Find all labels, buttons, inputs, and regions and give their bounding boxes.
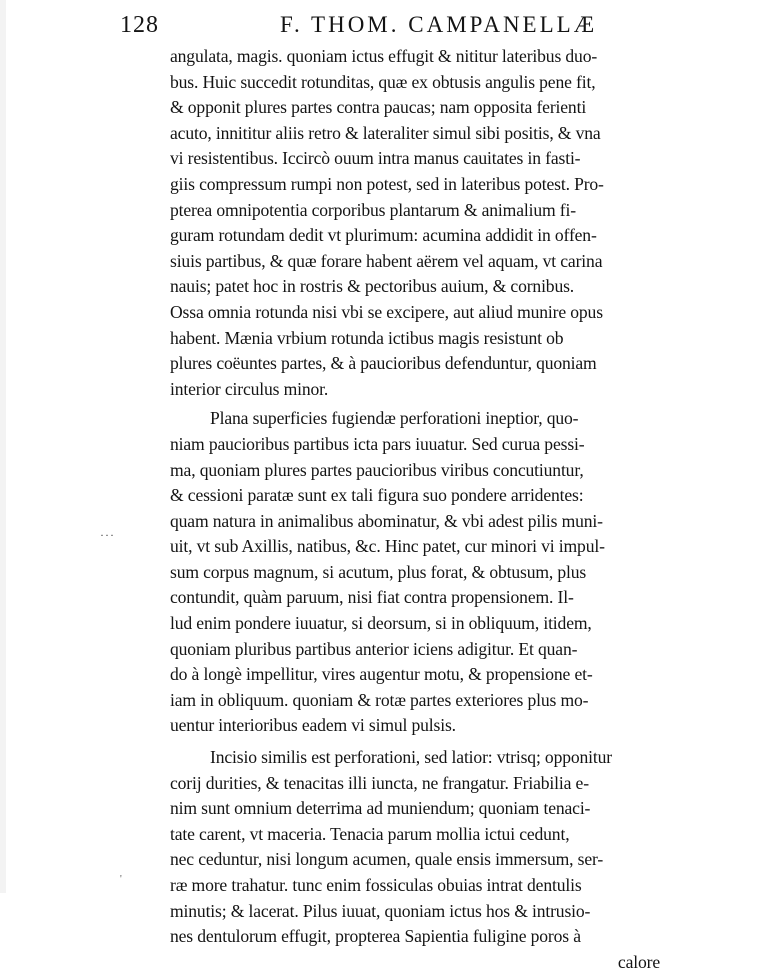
text-line: ma, quoniam plures partes paucioribus viribus concutiuntur, [170, 459, 584, 480]
body-text [170, 44, 660, 975]
text-line: lud enim pondere iuuatur, si deorsum, si in obliquum, itidem, [170, 613, 592, 634]
text-line: nes dentulorum effugit, propterea Sapientia fuligine poros à [170, 926, 581, 947]
text-line: iam in obliquum. quoniam & rotæ partes exteriores plus mo- [170, 689, 589, 710]
running-head: F. THOM. CAMPANELLÆ [280, 12, 598, 37]
text-line: guram rotundam dedit vt plurimum: acumina addidit in offen- [170, 225, 597, 246]
text-line: giis compressum rumpi non potest, sed in lateribus potest. Pro- [170, 173, 604, 194]
text-line: pterea omnipotentia corporibus plantarum & animalium fi- [170, 199, 576, 220]
text-line: & cessioni paratæ sunt ex tali figura suo pondere arridentes: [170, 485, 584, 506]
text-line: Plana superficies fugiendæ perforationi ineptior, quo- [210, 408, 579, 429]
text-line: uentur interioribus eadem vi simul pulsis. [170, 715, 456, 736]
text-line: ræ more trahatur. tunc enim fossiculas obuias intrat dentulis [170, 875, 582, 895]
text-line: plures coëuntes partes, & à paucioribus defenduntur, quoniam [170, 353, 597, 374]
text-line: corij durities, & tenacitas illi iuncta, ne frangatur. Friabilia e- [170, 772, 589, 793]
text-line: angulata, magis. quoniam ictus effugit & nititur lateribus duo- [170, 46, 598, 66]
margin-mark: ··· [100, 528, 115, 542]
text-line: acuto, innititur aliis retro & lateraliter simul sibi positis, & vna [170, 122, 601, 143]
text-line: nim sunt omnium deterrima ad muniendum; quoniam tenaci- [170, 798, 591, 819]
text-line: interior circulus minor. [170, 378, 329, 399]
text-line: bus. Huic succedit rotunditas, quæ ex obtusis angulis pene fit, [170, 71, 596, 92]
text-line: vi resistentibus. Iccircò ouum intra manus cauitates in fasti- [170, 148, 581, 169]
text-line: quam natura in animalibus abominatur, & vbi adest pilis muni- [170, 510, 603, 531]
text-line: tate carent, vt maceria. Tenacia parum mollia ictui cedunt, [170, 823, 570, 844]
paragraph-2 [170, 406, 660, 739]
page-edge [0, 0, 6, 893]
page-header [120, 10, 680, 44]
page-number: 128 [120, 12, 159, 38]
text-line: nauis; patet hoc in rostris & pectoribus auium, & cornibus. [170, 276, 575, 297]
text-line: quoniam pluribus partibus anterior iciens adigitur. Et quan- [170, 638, 578, 659]
text-line: Ossa omnia rotunda nisi vbi se excipere, aut aliud munire opus [170, 301, 603, 322]
text-line: niam paucioribus partibus icta pars iuuatur. Sed curua pessi- [170, 433, 585, 454]
paragraph-1 [170, 44, 660, 402]
text-line: & opponit plures partes contra paucas; nam opposita ferienti [170, 97, 587, 118]
catchword: calore [617, 951, 660, 972]
text-line: minutis; & lacerat. Pilus iuuat, quoniam ictus hos & intrusio- [170, 900, 591, 921]
text-line: siuis partibus, & quæ forare habent aërem vel aquam, vt carina [170, 250, 603, 271]
paragraph-3 [170, 745, 660, 975]
text-line: uit, vt sub Axillis, natibus, &c. Hinc patet, cur minori vi impul- [170, 536, 605, 557]
text-line: sum corpus magnum, si acutum, plus forat, & obtusum, plus [170, 561, 587, 582]
corner-mark: ' [120, 874, 122, 885]
text-line: nec ceduntur, nisi longum acumen, quale ensis immersum, ser- [170, 849, 604, 870]
text-line: contundit, quàm paruum, nisi fiat contra propensionem. Il- [170, 587, 574, 608]
text-line: Incisio similis est perforationi, sed latior: vtrisq; opponitur [210, 747, 612, 768]
text-line: habent. Mænia vrbium rotunda ictibus magis resistunt ob [170, 327, 564, 348]
text-line: do à longè impellitur, vires augentur motu, & propensione et- [170, 664, 593, 685]
